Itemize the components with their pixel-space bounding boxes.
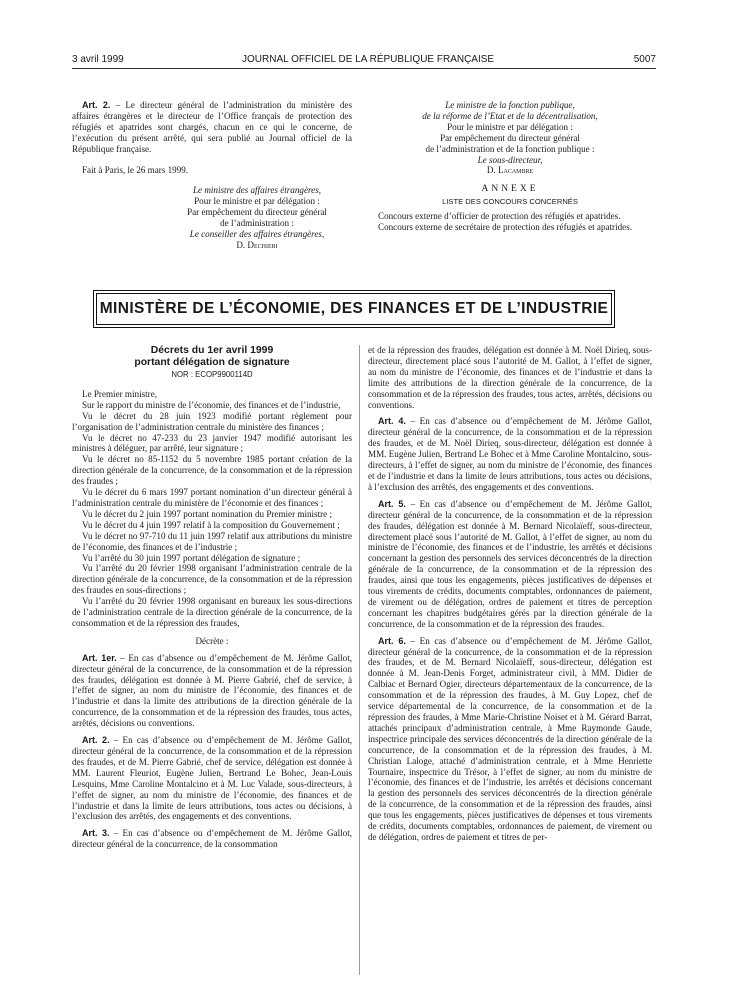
- annexe-subheading: LISTE DES CONCOURS CONCERNÉS: [442, 197, 578, 207]
- signatory-title: Le ministre des affaires étrangères,: [192, 185, 322, 196]
- visa-item: Vu l’arrêté du 20 février 1998 organisant en bureaux les sous-directions de l’administration centrale de la direction générale de la concurrence, de la consommation et de la répression des fraudes,: [72, 596, 352, 628]
- continuation-paragraph: et de la répression des fraudes, délégation est donnée à M. Noël Dirieq, sous-directeur, directement placé sous l’autorité de M. Gallot, à l’effet de signer, au nom du ministre de l’économie, des finances et de l’industrie et dans la limite des attributions de la direction générale de la concurrence, de la consommation et de la répression des fraudes, tous actes, arrêtés, décisions ou conventions.: [368, 345, 652, 410]
- nor-reference: NOR : ECOP9900114D: [171, 370, 253, 379]
- fait-a-paris: Fait à Paris, le 26 mars 1999.: [82, 164, 189, 175]
- article-paragraph: [72, 653, 352, 729]
- article-text: – En cas d’absence ou d’empêchement de M. Jérôme Gallot, directeur général de la concurrence, de la consommation et de la répression des fraudes, et de M. Pierre Gabrié, chef de service, délégation est donnée à MM. Laurent Fleuriot, Eugène Julien, Bertrand Le Bohec, Jean-Louis Lesquins, Mme Caroline Montalcino et à M. Luc Valade, sous-directeurs, à l’effet de signer, au nom du ministre de l’économie, des finances et de l’industrie et dans la limite de leurs attributions, tous actes ou décisions, à l’exclusion des arrêtés, des engagements et des conventions.: [72, 735, 353, 822]
- decree-left-column: [72, 345, 352, 850]
- signature-line: Par empêchement du directeur général: [187, 207, 327, 218]
- visa-item: Vu l’arrêté du 30 juin 1997 portant délégation de signature ;: [82, 552, 301, 563]
- article-2-paragraph: [72, 100, 352, 155]
- article-text: – En cas d’absence ou d’empêchement de M. Jérôme Gallot, directeur général de la concurrence, de la consommation et de la répression des fraudes, délégation est donnée à M. Pierre Gabrié, chef de service, à l’effet de signer, au nom du ministre de l’économie, des finances et de l’industrie et dans la limite des attributions de la direction générale de la concurrence, de la consommation et de la répression des fraudes, tous actes, arrêtés, décisions ou conventions.: [72, 652, 352, 729]
- article-paragraph: [368, 416, 652, 492]
- top-right-column: [368, 100, 652, 233]
- visa-item: Sur le rapport du ministre de l’économie, des finances et de l’industrie,: [82, 399, 341, 410]
- article-label: Art. 5.: [378, 498, 406, 509]
- article-text: – En cas d’absence ou d’empêchement de M. Jérôme Gallot, directeur général de la concurrence, de la consommation et de la répression des fraudes, et de M. Noël Dirieq, sous-directeur, délégation est donnée à MM. Eugène Julien, Bertrand Le Bohec et à Mme Caroline Montalcino, sous-directeurs, à l’effet de signer, au nom du ministre de l’économie, des finances et de l’industrie et dans la limite de leurs attributions, tous actes ou décisions, à l’exclusion des arrêtés, des engagements et des conventions.: [368, 416, 652, 492]
- visa-item: Vu le décret du 6 mars 1997 portant nomination d’un directeur général à l’administration centrale du ministère de l’économie et des finances ;: [72, 487, 352, 508]
- signature-line: Par empêchement du directeur général: [440, 132, 580, 143]
- decrete-heading: Décrète :: [195, 635, 229, 646]
- signature-block-left: [162, 185, 352, 250]
- ministry-banner: [96, 293, 612, 325]
- article-paragraph: [368, 499, 652, 630]
- visas-list: [72, 400, 352, 629]
- article-label: Art. 4.: [378, 416, 406, 427]
- article-label: Art. 6.: [378, 635, 406, 646]
- signature-line: de l’administration et de la fonction publique :: [425, 143, 595, 154]
- decree-intro: Le Premier ministre,: [82, 388, 158, 399]
- signature-line: Le conseiller des affaires étrangères,: [189, 229, 325, 240]
- concours-item: Concours externe d’officier de protection des réfugiés et apatrides.: [378, 211, 621, 222]
- decree-title: Décrets du 1er avril 1999: [150, 345, 274, 356]
- header-date: 3 avril 1999: [72, 54, 124, 65]
- signature-line: de l’administration :: [220, 218, 294, 229]
- signature-line: Le sous-directeur,: [477, 154, 543, 165]
- visa-item: Vu le décret du 2 juin 1997 portant nomination du Premier ministre ;: [82, 508, 332, 519]
- signatory-title: Le ministre de la fonction publique,: [445, 100, 575, 110]
- signature-line: Pour le ministre et par délégation :: [447, 121, 573, 132]
- visa-item: Vu le décret du 28 juin 1923 modifié portant règlement pour l’organisation de l’administration centrale du ministère des finances ;: [72, 410, 352, 432]
- signature-block-right: [368, 100, 652, 208]
- signatory-name: D. Dechieri: [236, 239, 278, 250]
- article-paragraph: [72, 828, 352, 850]
- article-text: – Le directeur général de l’administration du ministère des affaires étrangères et le directeur de l’Office français de protection des réfugiés et apatrides sont chargés, chacun en ce qui le concerne, de l’exécution du présent arrêté, qui sera publié au Journal officiel de la République française.: [72, 100, 352, 154]
- header-journal-title: JOURNAL OFFICIEL DE LA RÉPUBLIQUE FRANÇAISE: [242, 54, 495, 65]
- visa-item: Vu le décret no 85-1152 du 5 novembre 1985 portant création de la direction générale de la concurrence, de la consommation et de la répression des fraudes ;: [72, 454, 352, 487]
- article-label: Art. 2.: [82, 100, 111, 110]
- visa-item: Vu le décret du 4 juin 1997 relatif à la composition du Gouvernement ;: [82, 519, 340, 530]
- article-label: Art. 3.: [82, 828, 110, 839]
- annexe-heading: ANNEXE: [481, 184, 539, 195]
- header-rule: [72, 68, 656, 69]
- article-paragraph: [72, 735, 352, 822]
- ministry-title: MINISTÈRE DE L’ÉCONOMIE, DES FINANCES ET DE L’INDUSTRIE: [99, 300, 609, 317]
- signatory-title: de la réforme de l’Etat et de la décentralisation,: [422, 110, 598, 121]
- article-label: Art. 2.: [82, 735, 110, 746]
- visa-item: Vu le décret no 47-233 du 23 janvier 1947 modifié autorisant les ministres à déléguer, par arrêté, leur signature ;: [72, 432, 352, 454]
- right-articles: [368, 416, 652, 842]
- signature-line: Pour le ministre et par délégation :: [194, 196, 320, 207]
- concours-item: Concours externe de secrétaire de protection des réfugiés et apatrides.: [378, 222, 633, 233]
- decree-subtitle: portant délégation de signature: [134, 357, 290, 368]
- left-articles: [72, 653, 352, 850]
- header-page-number: 5007: [633, 54, 656, 65]
- decree-right-column: [368, 345, 652, 843]
- signatory-name: D. Lacambre: [486, 165, 534, 176]
- article-text: – En cas d’absence ou d’empêchement de M. Jérôme Gallot, directeur général de la concurrence, de la consommation et de la répression des fraudes, délégation est donnée à M. Bernard Nicolaïeff, sous-directeur, directement placé sous l’autorité de M. Gallot, à l’effet de signer, au nom du ministre de l’économie, des finances et de l’industrie, les arrêtés et décisions concernant la gestion des personnels des services déconcentrés de la direction générale de la concurrence, de la consommation et de la répression des fraudes, ainsi que tous les engagements, pièces justificatives de dépenses et tous virements de crédits, documents comptables, ordonnances de paiement, de virement ou de délégation, ordres de paiement et titres de perception concernant les chapitres budgétaires gérés par la direction générale de la concurrence, de la consommation et de la répression des fraudes.: [368, 498, 652, 629]
- visa-item: Vu le décret no 97-710 du 11 juin 1997 relatif aux attributions du ministre de l’économie, des finances et de l’industrie ;: [72, 530, 352, 552]
- article-label: Art. 1er.: [82, 652, 117, 663]
- article-text: – En cas d’absence ou d’empêchement de M. Jérôme Gallot, directeur général de la concurrence, de la consommation et de la répression des fraudes, et de M. Bernard Nicolaïeff, sous-directeur, délégation est donnée à M. Jean-Denis Forget, administrateur civil, à MM. Didier de Calbiac et Bernard Ogier, directeurs départementaux de la concurrence, de la consommation et de la répression des fraudes, à M. Guy Lopez, chef de service départemental de la concurrence, de la consommation et de la répression des fraudes, à Mme Marie-Christine Noiset et à M. Gérard Barrat, attachés principaux d’administration centrale, à Mme Raymonde Gaude, inspectrice principale des services déconcentrés de la direction générale de la concurrence, de la consommation et de la répression des fraudes, à M. Christian Laloge, attaché d’administration centrale, et à Mme Henriette Tournaire, inspectrice du Trésor, à l’effet de signer, au nom du ministre de l’économie, des finances et de l’industrie, les arrêtés et décisions concernant la gestion des personnels des services déconcentrés de la direction générale de la concurrence, de la consommation et de la répression des fraudes, ainsi que tous les engagements, pièces justificatives de dépenses et tous virements de crédits, documents comptables, ordonnances de paiement, de virement ou de délégation, ordres de paiement et titres de per-: [368, 635, 652, 842]
- running-header: [72, 54, 656, 68]
- top-left-column: [72, 100, 352, 251]
- article-paragraph: [368, 636, 652, 843]
- column-divider: [359, 345, 360, 975]
- article-text: – En cas d’absence ou d’empêchement de M. Jérôme Gallot, directeur général de la concurrence, de la consommation: [72, 828, 353, 850]
- visa-item: Vu l’arrêté du 20 février 1998 organisant l’administration centrale de la direction générale de la concurrence, de la consommation et de la répression des fraudes en sous-directions ;: [72, 563, 352, 596]
